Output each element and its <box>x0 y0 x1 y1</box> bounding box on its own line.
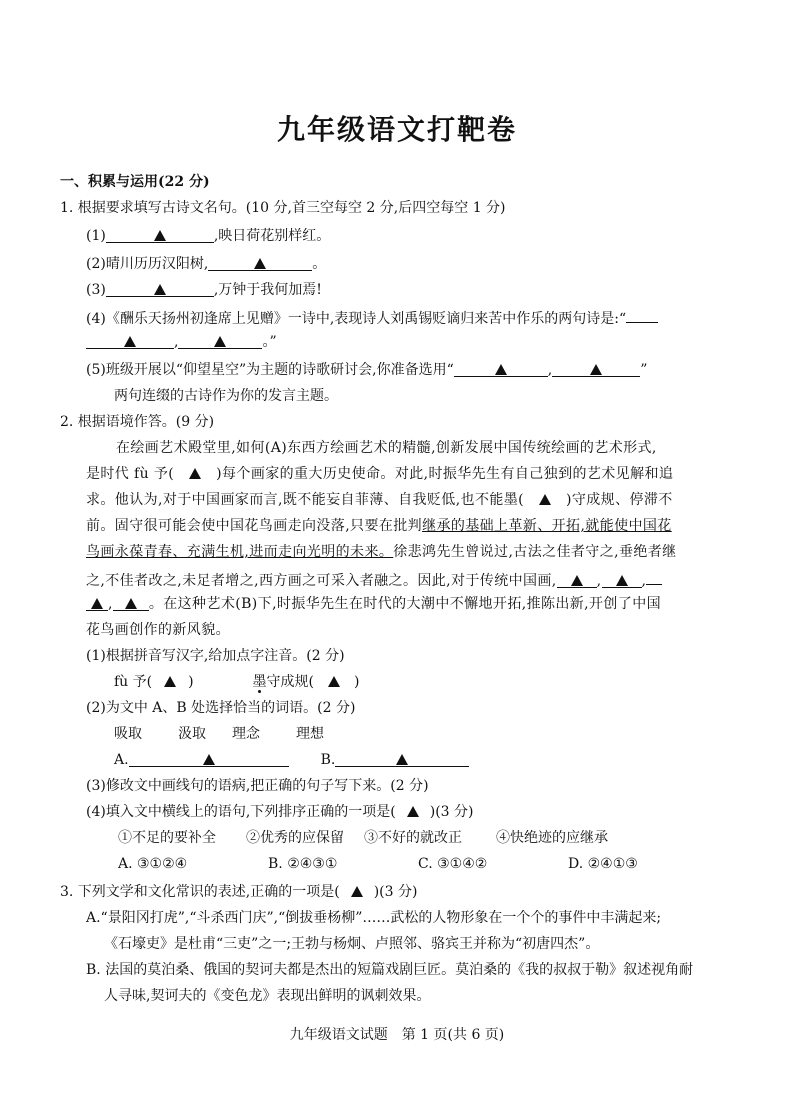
triangle-icon <box>203 754 215 765</box>
q2-sub-1: (1)根据拼音写汉字,给加点字注音。(2 分) <box>86 648 345 664</box>
triangle-icon <box>164 676 176 687</box>
q2-sub-3: (3)修改文中画线句的语病,把正确的句子写下来。(2 分) <box>86 778 429 794</box>
triangle-icon <box>495 364 507 375</box>
triangle-icon <box>616 575 628 586</box>
answer-blank[interactable] <box>552 360 640 377</box>
answer-blank[interactable] <box>208 254 312 271</box>
q1-item-3: (3) ,万钟于我何加焉! <box>86 282 322 298</box>
answer-blank[interactable] <box>106 280 214 297</box>
q2-sub-4-options <box>118 854 638 874</box>
answer-blank[interactable] <box>454 360 548 377</box>
triangle-icon <box>396 754 408 765</box>
triangle-icon <box>125 598 137 609</box>
answer-blank[interactable] <box>557 571 597 588</box>
answer-blank[interactable] <box>113 594 149 611</box>
q2-sub-1-answers: fù 予( ) 墨守成规( ) <box>114 674 360 690</box>
triangle-icon <box>154 230 166 241</box>
q3-option-a[interactable]: A.“景阳冈打虎”,“斗杀西门庆”,“倒拔垂杨柳”……武松的人物形象在一个个的事件中丰满起来; <box>86 910 662 926</box>
passage-line: , 。在这种艺术(B)下,时振华先生在时代的大潮中不懈地开拓,推陈出新,开创了中国 <box>86 594 661 614</box>
passage-line: 鸟画永葆青春、充满生机,进而走向光明的未来。徐悲鸿先生曾说过,古法之佳者守之,垂绝者继 <box>86 544 677 560</box>
q2-sub-2-answers: A. B. <box>114 750 469 770</box>
answer-blank[interactable] <box>335 750 469 767</box>
passage-line: 是时代 fù 予( )每个画家的重大历史使命。对此,时振华先生有自己独到的艺术见解和追 <box>86 466 674 482</box>
triangle-icon <box>351 886 363 897</box>
q2-sub-4: (4)填入文中横线上的语句,下列排序正确的一项是( )(3 分) <box>86 804 474 820</box>
q3-option-b-cont: 人寻味,契诃夫的《变色龙》表现出鲜明的讽刺效果。 <box>104 988 431 1004</box>
option-a[interactable]: A. ③①②④ <box>118 856 188 872</box>
q3-option-a-cont: 《石壕吏》是杜甫“三吏”之一;王勃与杨炯、卢照邻、骆宾王并称为“初唐四杰”。 <box>104 936 600 952</box>
triangle-icon <box>189 468 201 479</box>
option-c[interactable]: C. ③①④② <box>418 856 488 872</box>
q1-item-4: (4)《酬乐天扬州初逢席上见赠》一诗中,表现诗人刘禹锡贬谪归来苦中作乐的两句诗是:“ <box>86 306 658 329</box>
answer-blank[interactable] <box>86 594 108 611</box>
underlined-sentence: 鸟画永葆青春、充满生机,进而走向光明的未来。 <box>86 544 394 560</box>
q3-option-b[interactable]: B. 法国的莫泊桑、俄国的契诃夫都是杰出的短篇戏剧巨匠。莫泊桑的《我的叔叔于勒》叙述视角耐 <box>86 962 694 978</box>
triangle-icon <box>539 494 551 505</box>
answer-blank[interactable] <box>646 568 662 585</box>
q1-item-2: (2)晴川历历汉阳树, 。 <box>86 256 327 272</box>
answer-blank[interactable] <box>626 306 658 323</box>
q1-item-1: (1) ,映日荷花别样红。 <box>86 228 331 244</box>
option-d[interactable]: D. ②④①③ <box>568 856 638 872</box>
triangle-icon <box>154 284 166 295</box>
answer-blank[interactable] <box>129 750 289 767</box>
question-3-stem: 3. 下列文学和文化常识的表述,正确的一项是( )(3 分) <box>60 884 418 900</box>
triangle-icon <box>214 336 226 347</box>
triangle-icon <box>254 258 266 269</box>
triangle-icon <box>328 676 340 687</box>
q2-sub-2: (2)为文中 A、B 处选择恰当的词语。(2 分) <box>86 700 356 716</box>
question-2-stem: 2. 根据语境作答。(9 分) <box>60 414 215 430</box>
passage-line: 花鸟画创作的新风貌。 <box>86 622 230 638</box>
answer-blank[interactable] <box>602 571 642 588</box>
q2-sub-4-items: ①不足的要补全 ②优秀的应保留 ③不好的就改正 ④快绝迹的应继承 <box>118 830 608 846</box>
passage-line: 之,不佳者改之,未足者增之,西方画之可采入者融之。因此,对于传统中国画, , , <box>86 568 662 591</box>
q1-item-5-cont: 两句连缀的古诗作为你的发言主题。 <box>114 388 338 404</box>
answer-blank[interactable] <box>178 332 262 349</box>
triangle-icon <box>407 806 419 817</box>
q1-item-4-cont: , 。” <box>86 332 277 352</box>
question-1-stem: 1. 根据要求填写古诗文名句。(10 分,首三空每空 2 分,后四空每空 1 分) <box>60 200 506 216</box>
triangle-icon <box>590 364 602 375</box>
answer-blank[interactable] <box>106 226 214 243</box>
passage-line: 在绘画艺术殿堂里,如何(A)东西方绘画艺术的精髓,创新发展中国传统绘画的艺术形式, <box>116 440 657 456</box>
passage-line: 求。他认为,对于中国画家而言,既不能妄自菲薄、自我贬低,也不能墨( )守成规、停滞不 <box>86 492 673 508</box>
section-heading: 一、积累与运用(22 分) <box>60 174 210 190</box>
triangle-icon <box>124 336 136 347</box>
q2-sub-2-words: 吸取 汲取 理念 理想 <box>114 726 324 742</box>
q1-item-5: (5)班级开展以“仰望星空”为主题的诗歌研讨会,你准备选用“ , ” <box>86 362 648 378</box>
passage-line: 前。固守很可能会使中国花鸟画走向没落,只要在批判继承的基础上革新、开拓,就能使中国花 <box>86 518 672 534</box>
option-b[interactable]: B. ②④③① <box>268 856 338 872</box>
answer-blank[interactable] <box>86 332 174 349</box>
page-footer: 九年级语文试题 第 1 页(共 6 页) <box>289 1027 505 1043</box>
triangle-icon <box>571 575 583 586</box>
triangle-icon <box>91 598 103 609</box>
page-title: 九年级语文打靶卷 <box>276 113 517 146</box>
underlined-sentence: 继承的基础上革新、开拓,就能使中国花 <box>422 518 672 534</box>
